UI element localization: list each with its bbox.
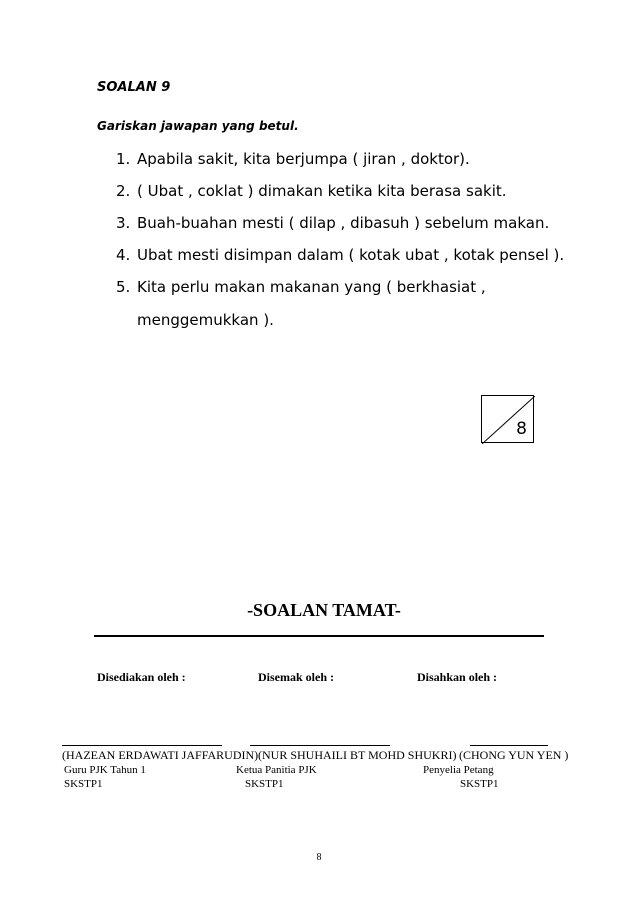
section-heading: SOALAN 9 [97, 80, 171, 95]
instruction-text: Gariskan jawapan yang betul. [97, 119, 299, 133]
question-5-continuation: menggemukkan ). [137, 311, 274, 329]
score-box-diagonal [482, 396, 535, 444]
question-number: 3. [116, 214, 131, 232]
score-total: 8 [516, 419, 527, 439]
checked-by-school: SKSTP1 [245, 778, 284, 790]
prepared-by-school: SKSTP1 [64, 778, 103, 790]
prepared-by-role: Guru PJK Tahun 1 [64, 764, 146, 776]
question-4 [116, 246, 564, 264]
question-number: 2. [116, 182, 131, 200]
approved-by-role: Penyelia Petang [423, 764, 494, 776]
prepared-by-label: Disediakan oleh : [97, 670, 186, 684]
question-number: 4. [116, 246, 131, 264]
score-box [481, 395, 534, 443]
checked-by-role: Ketua Panitia PJK [236, 764, 317, 776]
checked-by-label: Disemak oleh : [258, 670, 334, 684]
question-5 [116, 278, 486, 296]
question-number: 5. [116, 278, 131, 296]
approved-by-school: SKSTP1 [460, 778, 499, 790]
question-text: Buah-buahan mesti ( dilap , dibasuh ) sebelum makan. [137, 214, 550, 232]
checked-signature-line [250, 745, 390, 746]
prepared-signature-line [62, 745, 222, 746]
end-title [0, 600, 638, 621]
question-text: Apabila sakit, kita berjumpa ( jiran , doktor). [137, 150, 470, 168]
approved-signature-line [470, 745, 548, 746]
question-number: 1. [116, 150, 131, 168]
page-number: 8 [316, 852, 322, 863]
end-divider [94, 635, 544, 637]
approved-by-name: (CHONG YUN YEN ) [459, 748, 569, 762]
approved-by-label: Disahkan oleh : [417, 670, 498, 684]
checked-by-name: (NUR SHUHAILI BT MOHD SHUKRI) [258, 748, 457, 762]
question-2 [116, 182, 507, 200]
question-1 [116, 150, 470, 168]
question-text: Kita perlu makan makanan yang ( berkhasiat , [137, 278, 486, 296]
prepared-by-name: (HAZEAN ERDAWATI JAFFARUDIN) [62, 748, 259, 762]
question-text: Ubat mesti disimpan dalam ( kotak ubat , kotak pensel ). [137, 246, 565, 264]
question-text: ( Ubat , coklat ) dimakan ketika kita berasa sakit. [137, 182, 507, 200]
question-3 [116, 214, 549, 232]
end-title-text: -SOALAN TAMAT- [247, 600, 401, 620]
